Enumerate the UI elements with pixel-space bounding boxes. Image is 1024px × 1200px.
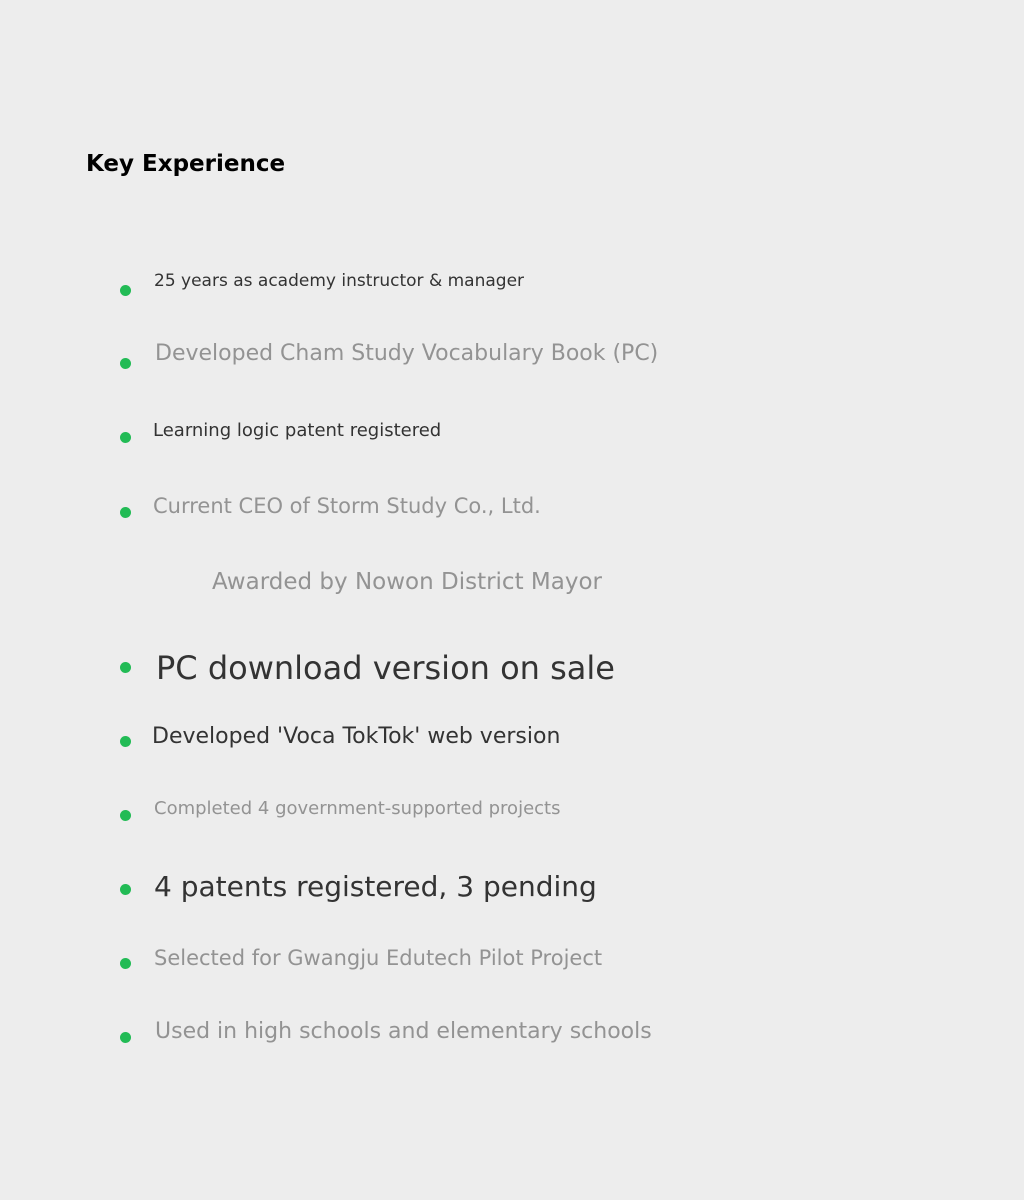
- bullet-dot-icon: [120, 1032, 131, 1043]
- list-item-text: PC download version on sale: [156, 649, 615, 687]
- list-item-text: Current CEO of Storm Study Co., Ltd.: [153, 494, 541, 518]
- bullet-dot-icon: [120, 810, 131, 821]
- bullet-dot-icon: [120, 358, 131, 369]
- bullet-dot-icon: [120, 884, 131, 895]
- list-item-text: Used in high schools and elementary schools: [155, 1019, 652, 1044]
- list-item-text: Developed Cham Study Vocabulary Book (PC): [155, 341, 659, 366]
- list-item-text: Developed 'Voca TokTok' web version: [152, 724, 561, 749]
- bullet-dot-icon: [120, 432, 131, 443]
- list-item-text: Awarded by Nowon District Mayor: [212, 569, 602, 595]
- list-item-text: Learning logic patent registered: [153, 420, 442, 441]
- list-item-text: Selected for Gwangju Edutech Pilot Project: [154, 946, 603, 970]
- bullet-dot-icon: [120, 736, 131, 747]
- section-title: Key Experience: [86, 151, 286, 177]
- list-item-text: Completed 4 government-supported projects: [154, 798, 561, 819]
- bullet-dot-icon: [120, 285, 131, 296]
- bullet-dot-icon: [120, 662, 131, 673]
- list-item-text: 4 patents registered, 3 pending: [154, 870, 597, 903]
- list-item-text: 25 years as academy instructor & manager: [154, 271, 525, 291]
- bullet-dot-icon: [120, 958, 131, 969]
- bullet-dot-icon: [120, 507, 131, 518]
